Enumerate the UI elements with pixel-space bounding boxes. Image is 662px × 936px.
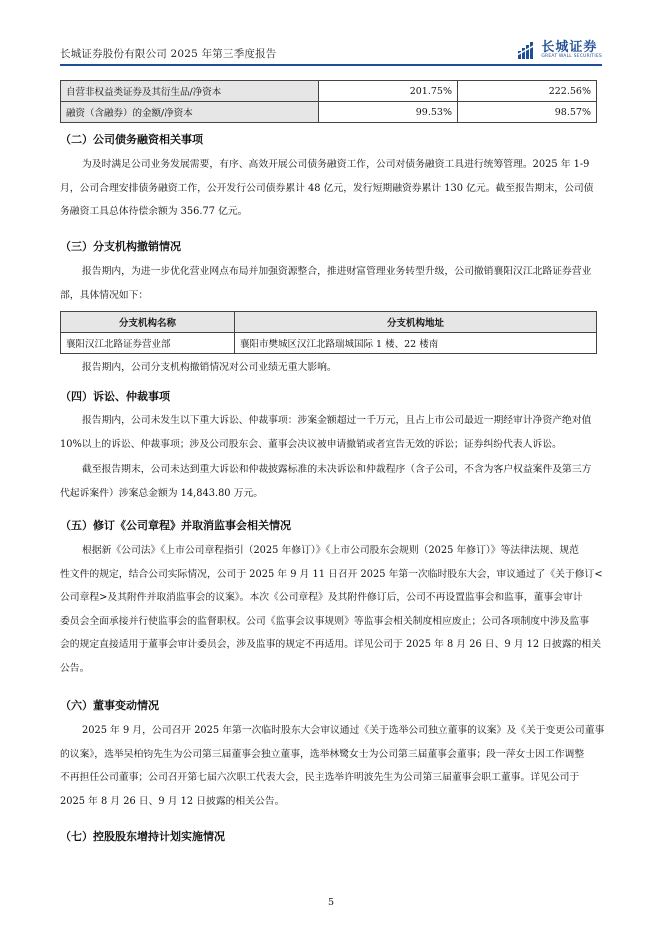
branch-address-cell: 襄阳市樊城区汉江北路瑞城国际 1 楼、22 楼南 bbox=[235, 333, 597, 354]
table-cell-label: 融资（含融券）的金额/净资本 bbox=[61, 102, 319, 123]
section-heading-director-changes: （六）董事变动情况 bbox=[60, 699, 159, 712]
text-line: 2025 年 8 月 26 日、9 月 12 日披露的相关公告。 bbox=[60, 795, 285, 807]
text-line: 报告期内，公司分支机构撤销情况对公司业绩无重大影响。 bbox=[82, 362, 337, 373]
text-line: 截至报告期末，公司未达到重大诉讼和仲裁披露标准的未决诉讼和仲裁程序（含子公司，不含为客户权益案件及第三方 bbox=[82, 464, 592, 475]
report-title: 长城证券股份有限公司 2025 年第三季度报告 bbox=[60, 48, 277, 60]
text-line: 10%以上的诉讼、仲裁事项；涉及公司股东会、董事会决议被申请撤销或者宣告无效的诉讼；证券纠纷代表人诉讼。 bbox=[60, 438, 562, 450]
section-heading-shareholder-increase: （七）控股股东增持计划实施情况 bbox=[60, 830, 225, 843]
litigation-paragraph-1 bbox=[60, 409, 602, 456]
section-heading-branch-closure: （三）分支机构撤销情况 bbox=[60, 240, 181, 253]
text-line: 报告期内，公司未发生以下重大诉讼、仲裁事项：涉案金额超过一千万元，且占上市公司最近一期经审计净资产绝对值 bbox=[82, 415, 592, 426]
text-line: 为及时满足公司业务发展需要，有序、高效开展公司债务融资工作，公司对债务融资工具进行统筹管理。2025 年 1-9 bbox=[82, 159, 590, 170]
text-line: 代起诉案件）涉案总金额为 14,843.80 万元。 bbox=[60, 487, 264, 499]
page-header bbox=[60, 38, 602, 64]
litigation-paragraph-2 bbox=[60, 458, 602, 505]
branch-table bbox=[60, 311, 597, 354]
logo-text-cn: 长城证券 bbox=[541, 39, 598, 55]
section-heading-debt-financing: （二）公司债务融资相关事项 bbox=[60, 133, 203, 146]
table-row bbox=[61, 333, 597, 354]
text-line: 会的规定直接适用于董事会审计委员会，涉及监事的规定不再适用。详见公司于 2025 年 8 月 26 日、9 月 12 日披露的相关 bbox=[60, 639, 602, 651]
text-line: 委员会全面承接并行使监事会的监督职权。公司《监事会议事规则》等监事会相关制度相应废止；公司各项制度中涉及监事 bbox=[60, 615, 590, 627]
table-header-row bbox=[61, 312, 597, 333]
text-line: 报告期内，为进一步优化营业网点布局并加强资源整合，推进财富管理业务转型升级，公司撤销襄阳汉江北路证券营业 bbox=[82, 266, 592, 277]
text-line: 务融资工具总体待偿余额为 356.77 亿元。 bbox=[60, 206, 248, 218]
logo-text-en: GREAT WALL SECURITIES bbox=[541, 53, 602, 59]
text-line: 部，具体情况如下： bbox=[60, 289, 149, 301]
text-line: 月，公司合理安排债务融资工作，公开发行公司债券累计 48 亿元，发行短期融资券累计 130 亿元。截至报告期末，公司债 bbox=[60, 182, 594, 194]
section-heading-articles-amendment: （五）修订《公司章程》并取消监事会相关情况 bbox=[60, 519, 291, 532]
section-heading-litigation: （四）诉讼、仲裁事项 bbox=[60, 390, 170, 403]
text-line: 公告。 bbox=[60, 662, 90, 674]
table-cell-value: 201.75% bbox=[319, 81, 458, 102]
text-line: 2025 年 9 月，公司召开 2025 年第一次临时股东大会审议通过《关于选举公司独立董事的议案》及《关于变更公司董事 bbox=[82, 725, 605, 736]
table-row bbox=[61, 102, 597, 123]
text-line: 公司章程>及其附件并取消监事会的议案》。本次《公司章程》及其附件修订后，公司不再设置监事会和监事，董事会审计 bbox=[60, 592, 583, 604]
header-divider bbox=[60, 64, 602, 66]
table-row bbox=[61, 81, 597, 102]
table-cell-value: 98.57% bbox=[458, 102, 597, 123]
text-line: 不再担任公司董事；公司召开第七届六次职工代表大会，民主选举许明波先生为公司第三届董事会职工董事。详见公司于 bbox=[60, 772, 580, 784]
table-cell-value: 99.53% bbox=[319, 102, 458, 123]
text-line: 根据新《公司法》《上市公司章程指引（2025 年修订）》《上市公司股东会规则（2025 年修订）》等法律法规、规范 bbox=[82, 545, 579, 556]
column-header-branch-address: 分支机构地址 bbox=[235, 312, 597, 333]
company-logo bbox=[517, 38, 602, 62]
branch-closure-paragraph bbox=[60, 260, 602, 307]
text-line: 性文件的规定，结合公司实际情况，公司于 2025 年 9 月 11 日召开 2025 年第一次临时股东大会，审议通过了《关于修订< bbox=[60, 568, 603, 580]
text-line: 的议案》，选举吴柏钧先生为公司第三届董事会独立董事，选举林鹭女士为公司第三届董事会董事；段一萍女士因工作调整 bbox=[60, 748, 585, 760]
column-header-branch-name: 分支机构名称 bbox=[61, 312, 235, 333]
branch-name-cell: 襄阳汉江北路证券营业部 bbox=[61, 333, 235, 354]
great-wall-logo-icon bbox=[517, 40, 537, 60]
page-number: 5 bbox=[327, 897, 335, 908]
director-changes-paragraph bbox=[60, 719, 605, 813]
capital-ratio-table bbox=[60, 80, 597, 123]
debt-financing-paragraph bbox=[60, 153, 602, 224]
table-cell-label: 自营非权益类证券及其衍生品/净资本 bbox=[61, 81, 319, 102]
articles-amendment-paragraph bbox=[60, 539, 602, 681]
branch-impact-paragraph bbox=[60, 356, 602, 380]
table-cell-value: 222.56% bbox=[458, 81, 597, 102]
